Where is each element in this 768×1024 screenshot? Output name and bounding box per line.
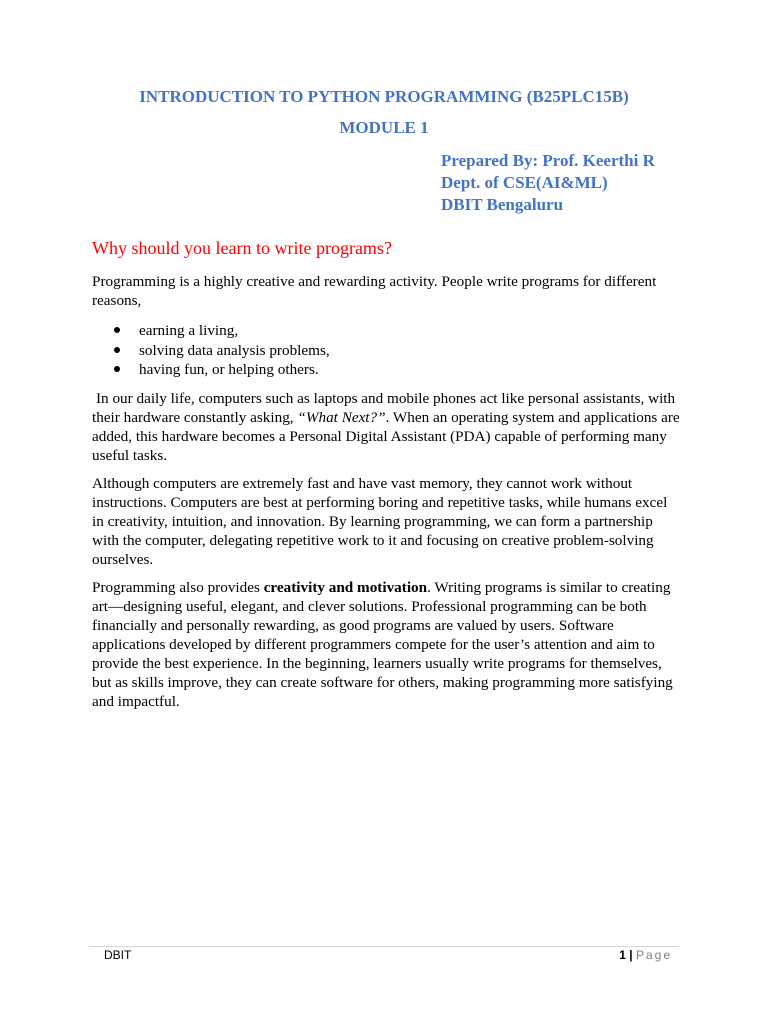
list-item: earning a living,	[114, 321, 330, 341]
what-next-quote: “What Next?”	[297, 409, 386, 426]
course-title: INTRODUCTION TO PYTHON PROGRAMMING (B25PLC15B)	[139, 87, 629, 106]
paragraph-creativity: Programming also provides creativity and motivation. Writing programs is similar to creating art—designing useful, elegant, and clever solutions. Professional programming can be both financially and personally rewarding, as good programs are valued by users. Software applications developed by different programmers compete for the user’s attention and aim to provide the best experience. In the beginning, learners usually write programs for themselves, but as skills improve, they can create software for others, making programming more satisfying and impactful.	[92, 579, 673, 710]
bullet-icon	[114, 347, 120, 353]
paragraph-daily-life: In our daily life, computers such as laptops and mobile phones act like personal assistants, with their hardware constantly asking, “What Next?”. When an operating system and applications are added, this hardware becomes a Personal Digital Assistant (PDA) capable of performing many useful tasks.	[92, 390, 680, 464]
intro-paragraph: Programming is a highly creative and rewarding activity. People write programs for different reasons,	[92, 273, 657, 309]
creativity-emphasis: creativity and motivation	[263, 579, 428, 596]
section-heading: Why should you learn to write programs?	[92, 238, 392, 258]
footer-divider	[89, 946, 679, 947]
reasons-list	[114, 321, 330, 380]
bullet-icon	[114, 327, 120, 333]
footer-left-text: DBIT	[104, 948, 132, 962]
list-item: having fun, or helping others.	[114, 360, 330, 380]
page-number: 1 | Page	[619, 948, 672, 962]
paragraph-partnership: Although computers are extremely fast and have vast memory, they cannot work without instructions. Computers are best at performing boring and repetitive tasks, while humans excel in creativity, intuition, and innovation. By learning programming, we can form a partnership with the computer, delegating repetitive work to it and focusing on creative problem-solving ourselves.	[92, 475, 668, 568]
prepared-by: Prepared By: Prof. Keerthi R	[441, 151, 655, 170]
author-block	[441, 150, 655, 216]
bullet-icon	[114, 366, 120, 372]
list-item: solving data analysis problems,	[114, 341, 330, 361]
module-title: MODULE 1	[339, 118, 429, 137]
department: Dept. of CSE(AI&ML)	[441, 173, 608, 192]
institution: DBIT Bengaluru	[441, 195, 564, 214]
